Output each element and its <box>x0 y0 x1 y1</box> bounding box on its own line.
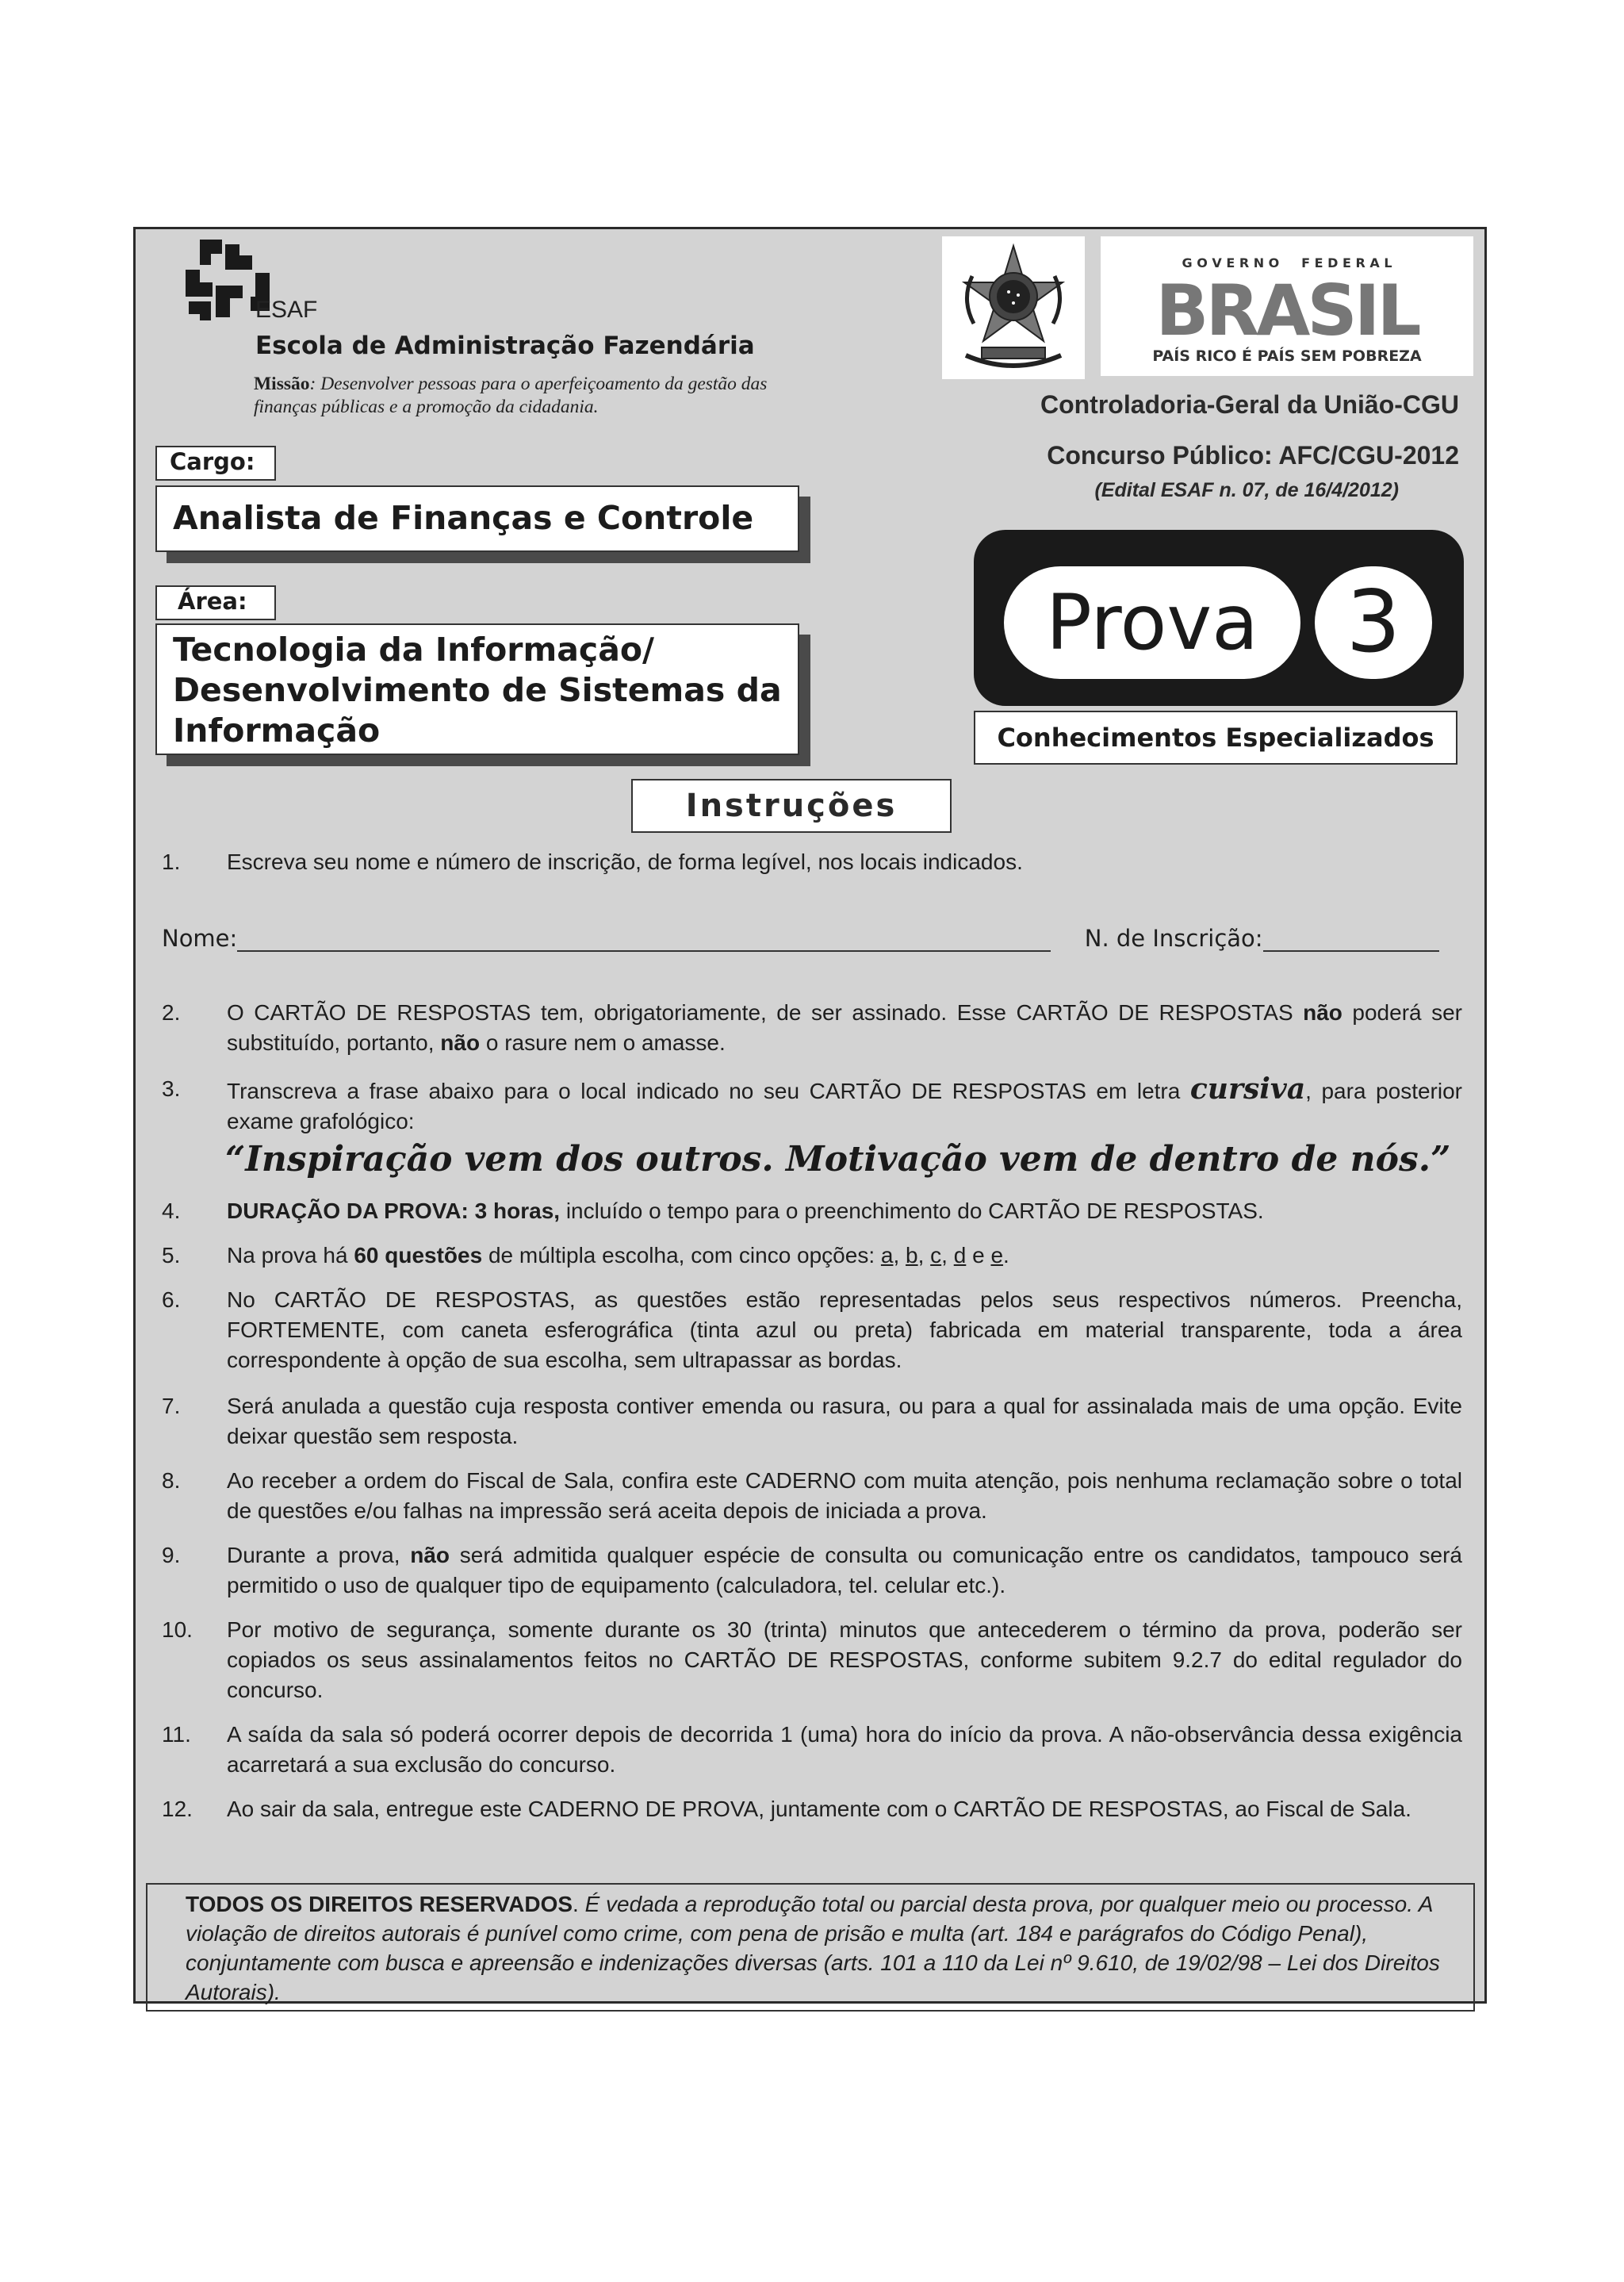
mission-label: Missão <box>254 374 310 394</box>
area-line-2: Desenvolvimento de Sistemas da <box>173 671 782 709</box>
nome-field[interactable] <box>237 926 1051 952</box>
item-number: 9. <box>162 1543 181 1567</box>
brasil-top-text: G O V E R N O F E D E R A L <box>1182 255 1392 270</box>
prova-number: 3 <box>1315 566 1432 679</box>
esaf-logo-text: ESAF <box>255 297 318 323</box>
copyright-notice <box>146 1883 1475 2012</box>
mission-text: : Desenvolver pessoas para o aperfeiçoamento da gestão das finanças públicas e a promoção da cidadania. <box>254 374 768 417</box>
item-number: 4. <box>162 1199 181 1223</box>
concurso-name: Concurso Público: AFC/CGU-2012 <box>1047 441 1459 470</box>
item-number: 1. <box>162 850 181 874</box>
organization-name: Controladoria-Geral da União-CGU <box>1040 390 1459 419</box>
area-line-3: Informação <box>173 711 381 750</box>
item-text: Escreva seu nome e número de inscrição, de forma legível, nos locais indicados. <box>227 850 1023 874</box>
inscricao-field[interactable] <box>1263 926 1439 952</box>
item-text: Ao receber a ordem do Fiscal de Sala, confira este CADERNO com muita atenção, pois nenhuma reclamação sobre o total de questões e/ou falhas na impressão será aceita depois de iniciada a prova. <box>227 1468 1462 1523</box>
area-label: Área: <box>155 585 276 620</box>
national-coat-of-arms-icon <box>942 236 1085 379</box>
item-text: Transcreva a frase abaixo para o local indicado no seu CARTÃO DE RESPOSTAS em letra cursiva, para posterior exame grafológico: <box>227 1072 1462 1133</box>
item-text: A saída da sala só poderá ocorrer depois de decorrida 1 (uma) hora do início da prova. A não-observância dessa exigência acarretará a sua exclusão do concurso. <box>227 1722 1462 1777</box>
mission-statement <box>254 373 825 419</box>
item-text: Durante a prova, não será admitida qualquer espécie de consulta ou comunicação entre os candidatos, tampouco será permitido o uso de qualquer tipo de equipamento (calculadora, tel. celular etc.). <box>227 1543 1462 1597</box>
item-number: 2. <box>162 1000 181 1025</box>
area-line-1: Tecnologia da Informação/ <box>173 631 655 669</box>
item-text: Na prova há 60 questões de múltipla escolha, com cinco opções: a, b, c, d e e. <box>227 1243 1009 1268</box>
instructions-title: Instruções <box>631 779 952 833</box>
rights-separator: . <box>573 1892 585 1916</box>
item-text: No CARTÃO DE RESPOSTAS, as questões estão representadas pelos seus respectivos números. Preencha, FORTEMENTE, com caneta esferográfica (tinta azul ou preta) fabricada em material transparente, toda a área correspondente à opção de sua escolha, sem ultrapassar as bordas. <box>227 1287 1462 1372</box>
item-text: Por motivo de segurança, somente durante os 30 (trinta) minutos que antecederem o término da prova, poderão ser copiados os seus assinalamentos feitos no CARTÃO DE RESPOSTAS, conforme subitem 9.2.7 do edital regulador do concurso. <box>227 1617 1462 1702</box>
identification-row <box>162 925 1462 952</box>
inscricao-label: N. de Inscrição: <box>1084 925 1263 952</box>
brasil-slogan: PAÍS RICO É PAÍS SEM POBREZA <box>1152 347 1422 365</box>
item-number: 7. <box>162 1394 181 1418</box>
item-number: 8. <box>162 1468 181 1493</box>
governo-federal-logo <box>1101 236 1473 376</box>
cursiva-word: cursiva <box>1189 1072 1306 1106</box>
institution-name: Escola de Administração Fazendária <box>255 332 755 360</box>
cargo-label: Cargo: <box>155 446 276 481</box>
phrase-to-transcribe: “Inspiração vem dos outros. Motivação vem de dentro de nós.” <box>225 1139 1451 1179</box>
item-text: Ao sair da sala, entregue este CADERNO DE PROVA, juntamente com o CARTÃO DE RESPOSTAS, ao Fiscal de Sala. <box>227 1797 1411 1821</box>
item-text: O CARTÃO DE RESPOSTAS tem, obrigatoriamente, de ser assinado. Esse CARTÃO DE RESPOSTAS não poderá ser substituído, portanto, não o rasure nem o amasse. <box>227 1000 1462 1055</box>
item-text: DURAÇÃO DA PROVA: 3 horas, incluído o tempo para o preenchimento do CARTÃO DE RESPOSTAS. <box>227 1199 1264 1223</box>
item-number: 3. <box>162 1076 181 1101</box>
rights-text: É vedada a reprodução total ou parcial desta prova, por qualquer meio ou processo. A violação de direitos autorais é punível como crime, com pena de prisão e multa (art. 184 e parágrafos do Código Penal), conjuntamente com busca e apreensão e indenizações diversas (arts. 101 a 110 da Lei nº 9.610, de 19/02/98 – Lei dos Direitos Autorais). <box>186 1892 1440 2004</box>
item-number: 5. <box>162 1243 181 1268</box>
item-number: 6. <box>162 1287 181 1312</box>
prova-word: Prova <box>1004 566 1300 679</box>
item-text: Será anulada a questão cuja resposta contiver emenda ou rasura, ou para a qual for assinalada mais de uma opção. Evite deixar questão sem resposta. <box>227 1394 1462 1448</box>
item-number: 12. <box>162 1797 193 1821</box>
nome-label: Nome: <box>162 925 238 952</box>
item-number: 11. <box>162 1722 191 1747</box>
brasil-word: BRASIL <box>1155 270 1419 351</box>
area-value <box>155 623 799 755</box>
item-number: 10. <box>162 1617 193 1642</box>
rights-heading: TODOS OS DIREITOS RESERVADOS <box>186 1892 573 1916</box>
edital-reference: (Edital ESAF n. 07, de 16/4/2012) <box>1094 479 1399 501</box>
cargo-value: Analista de Finanças e Controle <box>155 485 799 552</box>
prova-subtitle: Conhecimentos Especializados <box>974 711 1457 765</box>
